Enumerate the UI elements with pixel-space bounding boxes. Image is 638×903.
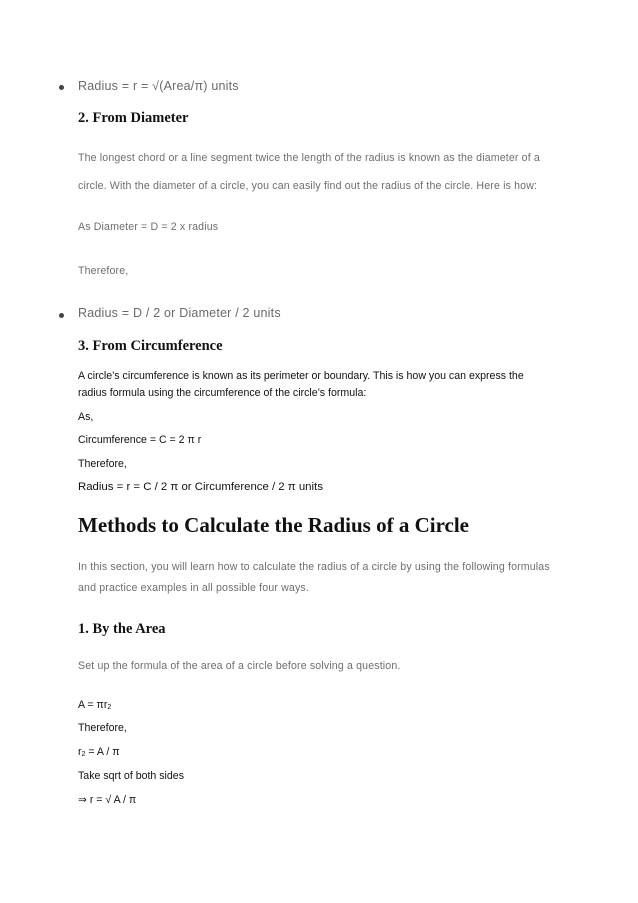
- circumference-formula: Circumference = C = 2 π r: [78, 434, 202, 446]
- as-diameter-text: As Diameter = D = 2 x radius: [78, 221, 219, 233]
- diameter-paragraph-line2: circle. With the diameter of a circle, you can easily find out the radius of the circle. Here is how:: [78, 180, 538, 192]
- bullet-radius-area: Radius = r = √(Area/π) units: [78, 79, 239, 93]
- therefore-text: Therefore,: [78, 265, 129, 277]
- methods-intro-line2: and practice examples in all possible four ways.: [78, 582, 309, 594]
- bullet-dot: [59, 313, 64, 318]
- as-text: As,: [78, 411, 94, 423]
- area-formula-exponent: 2: [107, 704, 112, 711]
- diameter-paragraph-line1: The longest chord or a line segment twice the length of the radius is known as the diameter of a: [78, 152, 540, 164]
- methods-intro-line1: In this section, you will learn how to calculate the radius of a circle by using the following formulas: [78, 561, 550, 573]
- r-squared-rest: = A / π: [85, 746, 120, 758]
- bullet-radius-diameter: Radius = D / 2 or Diameter / 2 units: [78, 306, 281, 320]
- area-formula: [78, 699, 111, 711]
- therefore-text: Therefore,: [78, 722, 127, 734]
- r-squared-base: r: [78, 746, 82, 758]
- circumference-paragraph-line2: radius formula using the circumference of the circle’s formula:: [78, 387, 367, 399]
- therefore-text: Therefore,: [78, 458, 127, 470]
- heading-by-area: 1. By the Area: [78, 621, 166, 637]
- heading-methods: Methods to Calculate the Radius of a Circle: [78, 513, 469, 537]
- heading-from-circumference: 3. From Circumference: [78, 338, 223, 354]
- bullet-dot: [59, 85, 64, 90]
- final-radius-formula: ⇒ r = √ A / π: [78, 794, 137, 806]
- area-formula-main: A = πr: [78, 699, 108, 711]
- area-setup-text: Set up the formula of the area of a circle before solving a question.: [78, 660, 401, 672]
- r-squared-formula: [78, 746, 120, 758]
- circumference-paragraph-line1: A circle’s circumference is known as its perimeter or boundary. This is how you can express the: [78, 370, 524, 382]
- sqrt-step-text: Take sqrt of both sides: [78, 770, 184, 782]
- r-squared-exponent: 2: [81, 751, 86, 758]
- radius-circumference-result: Radius = r = C / 2 π or Circumference / 2 π units: [78, 481, 323, 493]
- heading-from-diameter: 2. From Diameter: [78, 110, 189, 126]
